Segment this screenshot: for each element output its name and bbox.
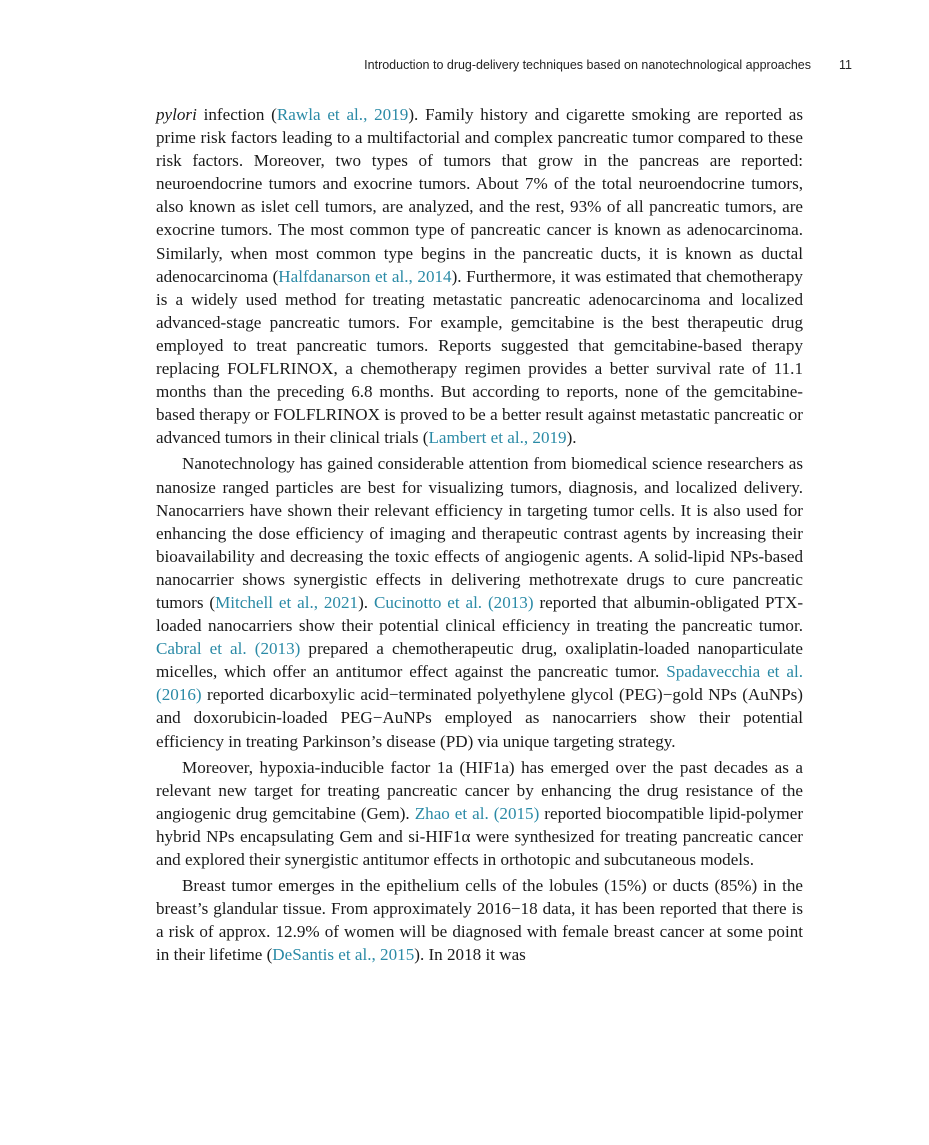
- text-run: Breast tumor emerges in the epithelium cells of the lobules (15%) or ducts (85%) in the breast’s glandular tissue. From approximately 2016−18 data, it has been reported that there is a risk of approx. 12.9% of women will be diagnosed with female breast cancer at some point in their lifetime (: [156, 876, 803, 965]
- citation-link[interactable]: Zhao et al. (2015): [414, 803, 540, 823]
- paragraph: [156, 103, 803, 449]
- paragraph: [156, 756, 803, 871]
- citation-link[interactable]: Spadavecchia et al. (2016): [156, 662, 803, 705]
- text-run: ).: [566, 428, 577, 448]
- text-run: ). Furthermore, it was estimated that chemotherapy is a widely used method for treating metastatic pancreatic adenocarcinoma and localized advanced-stage pancreatic tumors. For example, gemcitabine is the best therapeutic drug employed to treat pancreatic tumors. Reports suggested that gemcitabine-based therapy replacing FOLFLRINOX, a chemotherapy regimen provides a better survival rate of 11.1 months than the preceding 6.8 months. But according to reports, none of the gemcitabine-based therapy or FOLFLRINOX is proved to be a better result against metastatic pancreatic or advanced tumors in their clinical trials (: [156, 266, 803, 448]
- italic-text: pylori: [156, 105, 197, 124]
- text-run: reported biocompatible lipid-polymer hybrid NPs encapsulating Gem and si-HIF1α were synthesized for treating pancreatic cancer and explored their synergistic antitumor effects in orthotopic and subcutaneous models.: [156, 803, 804, 869]
- citation-link[interactable]: Rawla et al., 2019: [276, 105, 409, 124]
- text-run: prepared a chemotherapeutic drug, oxaliplatin-loaded nanoparticulate micelles, which offer an antitumor effect against the pancreatic tumor.: [156, 639, 803, 682]
- page-number: 11: [839, 58, 852, 72]
- citation-link[interactable]: Cucinotto et al. (2013): [373, 592, 534, 612]
- text-run: ).: [358, 592, 374, 612]
- citation-link[interactable]: Cabral et al. (2013): [156, 639, 301, 659]
- text-run: Moreover, hypoxia-inducible factor 1a (HIF1a) has emerged over the past decades as a relevant new target for treating pancreatic cancer by enhancing the drug resistance of the angiogenic drug gemcitabine (Gem).: [156, 757, 803, 823]
- body-text: [156, 103, 803, 969]
- text-run: ). Family history and cigarette smoking are reported as prime risk factors leading to a multifactorial and complex pancreatic tumor compared to these risk factors. Moreover, two types of tumors that grow in the pancreas are reported: neuroendocrine tumors and exocrine tumors. About 7% of the total neuroendocrine tumors, also known as islet cell tumors, are analyzed, and the rest, 93% of all pancreatic tumors, are exocrine tumors. The most common type of pancreatic cancer is known as adenocarcinoma. Similarly, when most common type begins in the pancreatic ducts, it is known as ductal adenocarcinoma (: [156, 105, 803, 286]
- text-run: reported dicarboxylic acid−terminated polyethylene glycol (PEG)−gold NPs (AuNPs) and doxorubicin-loaded PEG−AuNPs employed as nanocarriers show their potential efficiency in treating Parkinson’s disease (PD) via unique targeting strategy.: [156, 685, 803, 751]
- running-title: Introduction to drug-delivery techniques based on nanotechnological approaches: [364, 58, 812, 72]
- text-run: reported that albumin-obligated PTX-loaded nanocarriers show their potential clinical efficiency in treating the pancreatic tumor.: [156, 592, 804, 636]
- running-header: [300, 58, 852, 72]
- citation-link[interactable]: DeSantis et al., 2015: [272, 945, 415, 965]
- citation-link[interactable]: Lambert et al., 2019: [428, 428, 567, 448]
- text-run: infection (: [196, 105, 277, 124]
- citation-link[interactable]: Mitchell et al., 2021: [215, 592, 359, 612]
- text-run: Nanotechnology has gained considerable attention from biomedical science researchers as nanosize ranged particles are best for visualizing tumors, diagnosis, and localized delivery. Nanocarriers have shown their relevant efficiency in targeting tumor cells. It is also used for enhancing the dose efficiency of imaging and therapeutic contrast agents by increasing their bioavailability and decreasing the toxic effects of angiogenic agents. A solid-lipid NPs-based nanocarrier shows synergistic effects in delivering methotrexate drugs to cure pancreatic tumors (: [156, 454, 803, 612]
- paragraph: [156, 452, 803, 752]
- text-run: ). In 2018 it was: [414, 945, 526, 965]
- paragraph: [156, 874, 803, 966]
- citation-link[interactable]: Halfdanarson et al., 2014: [278, 266, 452, 286]
